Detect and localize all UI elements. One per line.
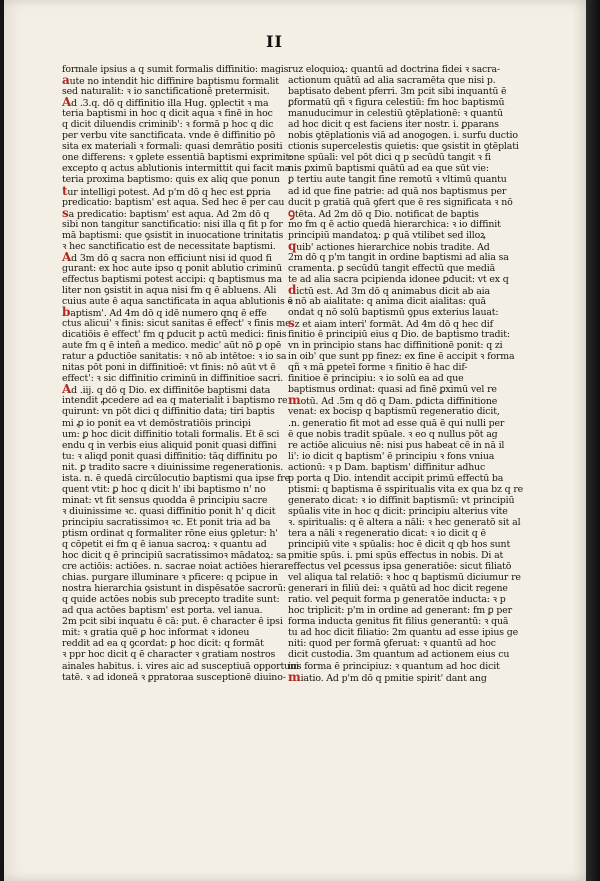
text-line: mi ꝓ io ponit ea vt demōstratiōis principi bbox=[62, 417, 251, 429]
text-line: q dicit diluendis criminib': ꝛ formā p hoc q dic bbox=[62, 119, 274, 131]
text-line bbox=[288, 669, 494, 684]
text-line: ista. n. ē quedā circūlocutio baptismi qua ipse fre bbox=[62, 472, 290, 484]
text-line: nobis ꝯtēplationis viā ad anogogen. i. surfu ductio bbox=[288, 130, 518, 142]
text-line: quent vtit: ꝑ hoc q dicit h' ibi baptismo n' no bbox=[62, 483, 266, 495]
rubric-initial: m bbox=[288, 669, 301, 684]
text-line bbox=[288, 238, 494, 253]
rubric-initial: s bbox=[62, 205, 69, 220]
text-line: finitio ē principiū eius q Dio. de baptismo tradit: bbox=[288, 329, 510, 341]
text-line: pmitie spūs. i. pmi spūs effectus in nobis. Di at bbox=[288, 550, 504, 562]
text-line: liter non ꝯsistit in aqua nisi fm q ē abluens. Ali bbox=[62, 284, 277, 296]
text-line: nit. ꝑ tradito sacre ꝛ diuinissime regenerationis. bbox=[62, 461, 284, 473]
text-line bbox=[288, 318, 494, 329]
text-line: 2m dō q p'm tangit in ordine baptismi ad alia sa bbox=[288, 251, 509, 263]
text-line: one differens: ꝛ ꝯplete essentiā baptismi exprimit: bbox=[62, 152, 293, 164]
text-line: mit: ꝛ gratia quē ꝑ hoc informat ꝛ idoneu bbox=[62, 627, 250, 639]
text-line: q quide actōes nobis sub precepto tradite sunt: bbox=[62, 594, 280, 606]
text-line: dicatiōis ē effect' fm q ꝑducit p actū medici: finis bbox=[62, 329, 287, 341]
text-line: ctionis supercelestis quietis: que ꝯsistit in ꝯtēplati bbox=[288, 141, 519, 153]
text-line: predicatio: baptism' est aqua. Sed hec ē per cau bbox=[62, 196, 285, 208]
text-line: nostra hierarchia ꝯsistunt in dispēsatōe sacrorū: bbox=[62, 583, 286, 595]
text-line: chias. purgare illuminare ꝛ pficere: q pcipue in bbox=[62, 572, 278, 584]
text-line-rest: ictū est. Ad 3m dō q animabus dicit ab aia bbox=[296, 285, 490, 297]
text-line bbox=[288, 205, 494, 220]
text-line: dicit custodia. 3m quantum ad actionem eius cu bbox=[288, 649, 510, 661]
text-line-rest: ute no intendit hic diffinire baptismu formalit bbox=[69, 76, 279, 88]
text-line: excepto q actus ablutionis intermittit qui facit ma bbox=[62, 163, 291, 175]
text-line: ꝑformatū qñ ꝛ figura celestiū: fm hoc baptismū bbox=[288, 97, 505, 109]
text-line: ratio. vel ꝑequit forma p generatōe inducta: ꝛ p bbox=[288, 594, 506, 606]
text-line: effect': ꝛ sic diffinitio criminū in diffinitioe sacri. bbox=[62, 373, 284, 385]
text-line-rest: d .3.q. dō q diffinitio illa Hug. ꝯplectit ꝛ ma bbox=[71, 98, 269, 110]
text-line: in oib' que sunt pp finez: ex fine ē accipit ꝛ forma bbox=[288, 351, 515, 363]
text-line: tu ad hoc dicit filiatio: 2m quantu ad esse ipius ge bbox=[288, 627, 518, 639]
text-line: 2m pcit sibi inquatu ē cā: put. ē character ē ipsi bbox=[62, 616, 283, 628]
text-line: formale ipsius a q sumit formalis diffinitio: magis bbox=[62, 64, 289, 75]
text-line-rest: ur intelligi potest. Ad p'm dō q hec est ꝑpria bbox=[67, 186, 271, 198]
text-line-rest: tēta. Ad 2m dō q Dio. notificat de baptis bbox=[294, 208, 479, 220]
text-line: principiu sacratissimoꝛ ꝛc. Et ponit tria ad ba bbox=[62, 516, 271, 528]
text-line-rest: otū. Ad .5m q dō q Dam. ꝑdicta diffinitione bbox=[300, 396, 498, 408]
book-page bbox=[4, 0, 586, 881]
text-line: ꝛ nō ab aialitate: q anima dicit aialitas: quā bbox=[288, 295, 486, 307]
text-line: ruz eloquioꝝ: quantū ad doctrina fidei ꝛ sacra- bbox=[288, 64, 500, 75]
text-line: cre actiōis: actiōes. n. sacrae noiat actiōes hierar bbox=[62, 561, 289, 573]
text-line-rest: aptism'. Ad 4m dō q idē numero qnq ē effe bbox=[70, 308, 267, 320]
text-line: p porta q Dio. intendit accipit primū effectū ba bbox=[288, 472, 504, 484]
text-line: baptismus ordinat: quasi ad finē ꝑximū vel re bbox=[288, 384, 497, 396]
text-line: spūalis vite in hoc q dicit: principiu alterius vite bbox=[288, 505, 508, 517]
text-line: ꝛ ppr hoc dicit q ē character ꝛ gratiam nostros bbox=[62, 649, 276, 661]
text-line: tu: ꝛ aliqd ponit quasi diffinitio: tāq diffinitu po bbox=[62, 450, 278, 462]
text-line bbox=[288, 282, 494, 297]
text-line: sita ex materiali ꝛ formali: quasi demrātio positi bbox=[62, 141, 283, 153]
text-line: ad id que fine patrie: ad quā nos baptismus per bbox=[288, 185, 507, 197]
text-line: quirunt: vn pōt dici q diffinitio data; tiri baptis bbox=[62, 406, 275, 418]
text-line: ꝛ diuinissime ꝛc. quasi diffinitio ponit h' q dicit bbox=[62, 505, 276, 517]
text-line: ad qua actōes baptism' est porta. vel ianua. bbox=[62, 605, 263, 617]
text-line: actionū: ꝛ p Dam. baptism' diffinitur adhuc bbox=[288, 461, 486, 473]
folio-number: II bbox=[266, 32, 283, 51]
text-line: sed naturalit: ꝛ io sanctificationē pretermisit. bbox=[62, 86, 270, 98]
text-line: .n. generatio fit mot ad esse quā ē qui nulli per bbox=[288, 417, 505, 429]
text-line: te ad alia sacra pcipienda idonee ꝑducit: vt ex q bbox=[288, 273, 509, 285]
text-line: ducit p gratiā quā ꝯfert que ē res significata ꝛ nō bbox=[288, 196, 513, 208]
text-line-rest: d 3m dō q sacra non efficiunt nisi id quod fi bbox=[71, 252, 272, 264]
rubric-initial: a bbox=[62, 73, 70, 88]
rubric-initial: ꝯ bbox=[288, 205, 295, 220]
text-line: generato dicat: ꝛ io diffinit baptismū: vt principiū bbox=[288, 494, 515, 506]
text-line: vel aliqua tal relatiō: ꝛ hoc q baptismū diciumur re bbox=[288, 572, 521, 584]
rubric-initial: A bbox=[62, 249, 72, 264]
text-line bbox=[62, 183, 274, 198]
text-line: minat: vt fit sensus quodda ē principiu sacre bbox=[62, 494, 268, 506]
text-line-rest: iatio. Ad p'm dō q pmitie spirit' dant ang bbox=[300, 672, 487, 684]
rubric-initial: q bbox=[288, 238, 297, 253]
text-line: ꝛ. spiritualis: q ē altera a nāli: ꝛ hec generatō sit al bbox=[288, 516, 521, 528]
text-line: venat: ex bocisp q baptismū regeneratio dicit, bbox=[288, 406, 500, 418]
text-line: hoc triplicit: p'm in ordine ad generant: fm ꝑ per bbox=[288, 605, 512, 617]
text-line: sibi non tangitur sanctificatio: nisi illa q fit p for bbox=[62, 218, 283, 230]
text-line: effectus vel ꝑcessus ipsa generatiōe: sicut filiatō bbox=[288, 561, 512, 573]
text-line: per verbu vite sanctificata. vnde ē diffinitio pō bbox=[62, 130, 276, 142]
text-line: reddit ad ea q ꝯcordat: ꝑ hoc dicit: q formāt bbox=[62, 638, 264, 650]
text-line: intendit ꝓcedere ad ea q materialit i baptismo re bbox=[62, 395, 288, 407]
text-line bbox=[62, 249, 274, 264]
text-line: um: ꝑ hoc dicit diffinitio totali formalis. Et ē sci bbox=[62, 428, 280, 440]
text-line-rest: uib' actiones hierarchice nobis tradite. Ad bbox=[296, 241, 490, 253]
text-line-rest: z et aiam interi' formāt. Ad 4m dō q hec dif bbox=[294, 319, 493, 331]
rubric-initial: b bbox=[62, 305, 71, 320]
text-line: li': io dicit q baptism' ē principiu ꝛ fons vniua bbox=[288, 450, 495, 462]
rubric-initial: m bbox=[288, 393, 301, 408]
text-line: baptisato debent pferri. 3m pcit sibi inquantū ē bbox=[288, 86, 507, 98]
text-line: q cōpetit ei fm q ē ianua sacroꝝ: ꝛ quantu ad bbox=[62, 539, 267, 551]
text-line: endu q in verbis eius aliquid ponit quasi diffini bbox=[62, 439, 277, 451]
text-line-rest: a predicatio: baptism' est aqua. Ad 2m dō q bbox=[68, 208, 270, 220]
text-line: ē que nobis tradit spūale. ꝛ eo q nullus pōt ag bbox=[288, 428, 498, 440]
rubric-initial: d bbox=[288, 282, 297, 297]
text-line bbox=[62, 307, 274, 318]
text-line: ratur a ꝑductiōe sanitatis: ꝛ nō ab intētoe: ꝛ io sa bbox=[62, 351, 287, 363]
text-line: mo fm q ē actio quedā hierarchica: ꝛ io diffinit bbox=[288, 218, 501, 230]
rubric-initial: A bbox=[62, 95, 72, 110]
text-line: niti: quod per formā ꝯferuat: ꝛ quantū ad hoc bbox=[288, 638, 496, 650]
scan-right-edge bbox=[586, 0, 600, 881]
text-line: ctus alicui' ꝛ finis: sicut sanitas ē effect' ꝛ finis me bbox=[62, 318, 291, 330]
text-line: cramenta. ꝑ secūdū tangit effectū que mediā bbox=[288, 262, 496, 274]
text-line: aute fm q ē inteñ a medico. medic' aūt nō ꝑ opē bbox=[62, 340, 282, 352]
text-line: ondat q nō solū baptismū ꝯpus exterius lauat: bbox=[288, 307, 499, 319]
text-line: mā baptismi: que ꝯsistit in inuocatione trinitatis bbox=[62, 229, 284, 241]
text-line: generari in filiū dei: ꝛ quātū ad hoc dicit regene bbox=[288, 583, 508, 595]
text-line: one spūali: vel pōt dici q p secūdū tangit ꝛ fi bbox=[288, 152, 491, 164]
text-line bbox=[288, 393, 498, 408]
text-line: manuducimur in celestiū ꝯtēplationē: ꝛ quantū bbox=[288, 108, 503, 120]
text-line: teria baptismi in hoc q dicit aqua ꝛ finē in hoc bbox=[62, 108, 273, 120]
text-line bbox=[62, 384, 274, 395]
rubric-initial: t bbox=[62, 183, 68, 198]
text-line: hoc dicit q ē principiū sacratissimoꝛ mādatoꝝ: sa bbox=[62, 550, 287, 562]
text-line: effectus baptismi potest accipi: q baptismus ma bbox=[62, 273, 282, 285]
text-line-rest: d .iij. q dō q Dio. ex diffinitōe baptismi data bbox=[71, 385, 271, 397]
text-line: gurant: ex hoc aute ipso q ponit ablutio criminū bbox=[62, 262, 283, 274]
text-line: vn in principio stans hac diffinitionē ponit: q zi bbox=[288, 340, 503, 352]
text-line: principiū vite ꝛ spūalis: hoc ē dicit q qb hos sunt bbox=[288, 539, 511, 551]
rubric-initial: s bbox=[288, 316, 295, 331]
text-line: nitas pōt poni in diffinitioē: vt finis: nō aūt vt ē bbox=[62, 362, 276, 374]
text-line: finitioe ē principiu: ꝛ io solū ea ad que bbox=[288, 373, 464, 385]
right-text-column bbox=[288, 64, 524, 684]
text-line bbox=[62, 205, 274, 220]
text-line: ainales habitus. i. vires aic ad susceptiuā opportuni bbox=[62, 660, 299, 672]
left-text-column bbox=[62, 64, 299, 683]
text-line: actionum quātū ad alia sacramēta que nisi p. bbox=[288, 75, 496, 87]
text-line: principiū mandatoꝝ: ꝑ quā vtilibet sed illoꝝ bbox=[288, 229, 486, 241]
text-line: ptism ordinat q formaliter rōne eius ꝯpletur: h' bbox=[62, 527, 278, 539]
text-line: nis ꝑximū baptismi quātū ad ea que sūt vie: bbox=[288, 163, 489, 175]
text-line: qñ ꝛ mā ꝑpeteī forme ꝛ finitio ē hac dif- bbox=[288, 362, 468, 374]
text-line: forma inducta genitus fit filius generantū: ꝛ quā bbox=[288, 616, 509, 628]
text-line: teria proxima baptismo: quis ex aliq que ponun bbox=[62, 174, 280, 186]
text-line: re actiōe alicuius nē: nisi pus habeat cē in nā il bbox=[288, 439, 505, 451]
text-line: tera a nāli ꝛ regeneratio dicat: ꝛ io dicit q ē bbox=[288, 527, 486, 539]
text-line: ꝛ hec sanctificatio est de necessitate baptismi. bbox=[62, 240, 276, 252]
text-line bbox=[62, 97, 274, 108]
text-line: cuius aute ē aqua sanctificata in aqua ablutionis ē bbox=[62, 295, 293, 307]
text-line: tatē. ꝛ ad idoneā ꝛ ꝑpratoraa susceptionē diuino- bbox=[62, 671, 286, 683]
text-line: ad hoc dicit q est faciens iter nostr. i. ꝑparans bbox=[288, 119, 499, 131]
text-line: ptismi: q baptisma ē sspiritualis vita ex qua bz q re bbox=[288, 483, 524, 495]
text-line bbox=[62, 73, 279, 88]
text-line: ꝑ tertiu aute tangit fine remotū ꝛ vltimū quantu bbox=[288, 174, 507, 186]
text-line: ius forma ē principiuz: ꝛ quantum ad hoc dicit bbox=[288, 660, 500, 672]
rubric-initial: A bbox=[62, 382, 72, 397]
